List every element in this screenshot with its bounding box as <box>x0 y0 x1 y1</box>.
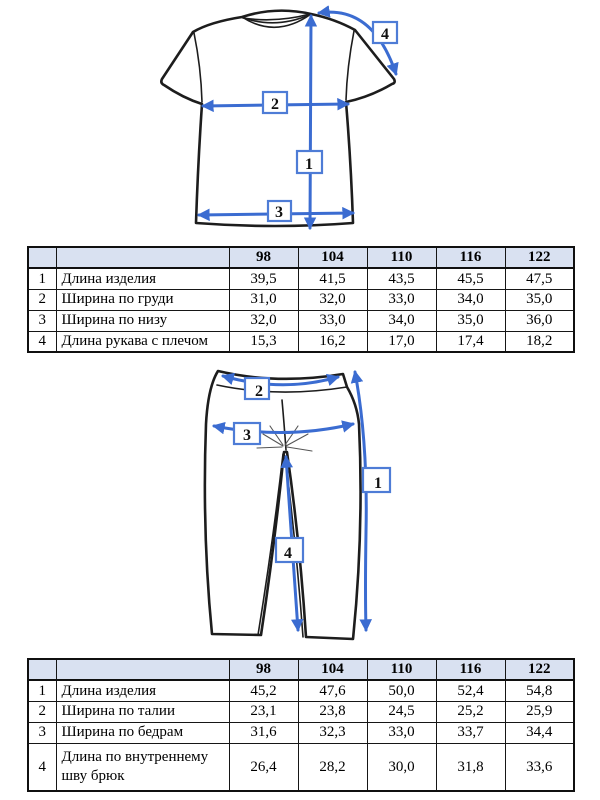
size-value: 17,0 <box>367 331 436 352</box>
table-row <box>28 722 574 743</box>
row-number: 4 <box>28 743 56 791</box>
size-value: 33,0 <box>298 310 367 331</box>
size-value: 43,5 <box>367 268 436 289</box>
measure-label: Длина изделия <box>56 268 229 289</box>
pants-marker-label-3: 3 <box>243 427 251 444</box>
size-value: 33,7 <box>436 722 505 743</box>
table-row <box>28 680 574 701</box>
size-value: 35,0 <box>505 289 574 310</box>
row-number: 3 <box>28 722 56 743</box>
size-value: 39,5 <box>229 268 298 289</box>
size-value: 31,0 <box>229 289 298 310</box>
size-value: 45,5 <box>436 268 505 289</box>
row-number: 4 <box>28 331 56 352</box>
size-column-header: 116 <box>436 659 505 680</box>
row-number: 3 <box>28 310 56 331</box>
row-number: 2 <box>28 289 56 310</box>
measure-label: Ширина по груди <box>56 289 229 310</box>
size-value: 30,0 <box>367 743 436 791</box>
size-value: 31,6 <box>229 722 298 743</box>
measure-label: Длина изделия <box>56 680 229 701</box>
pants-size-table <box>27 658 575 792</box>
size-value: 25,9 <box>505 701 574 722</box>
measure-label: Ширина по бедрам <box>56 722 229 743</box>
row-number: 1 <box>28 268 56 289</box>
size-value: 41,5 <box>298 268 367 289</box>
table-row <box>28 701 574 722</box>
tshirt-marker-label-1: 1 <box>305 156 313 173</box>
size-value: 36,0 <box>505 310 574 331</box>
size-value: 23,1 <box>229 701 298 722</box>
row-number: 2 <box>28 701 56 722</box>
size-value: 24,5 <box>367 701 436 722</box>
pants-diagram <box>160 362 440 654</box>
pants-marker-label-4: 4 <box>284 545 292 562</box>
size-value: 33,0 <box>367 722 436 743</box>
size-value: 50,0 <box>367 680 436 701</box>
tshirt-size-table <box>27 246 575 353</box>
tshirt-marker-label-3: 3 <box>275 204 283 221</box>
size-column-header: 98 <box>229 247 298 268</box>
size-value: 35,0 <box>436 310 505 331</box>
pants-marker-label-2: 2 <box>255 383 263 400</box>
size-value: 26,4 <box>229 743 298 791</box>
size-value: 34,0 <box>367 310 436 331</box>
tshirt-outline <box>161 11 394 226</box>
tshirt-marker-label-4: 4 <box>381 26 389 43</box>
size-value: 34,0 <box>436 289 505 310</box>
size-value: 17,4 <box>436 331 505 352</box>
size-column-header: 122 <box>505 659 574 680</box>
size-column-header: 116 <box>436 247 505 268</box>
size-column-header: 104 <box>298 247 367 268</box>
size-value: 45,2 <box>229 680 298 701</box>
size-value: 34,4 <box>505 722 574 743</box>
size-value: 33,0 <box>367 289 436 310</box>
size-value: 23,8 <box>298 701 367 722</box>
size-value: 32,0 <box>298 289 367 310</box>
size-column-header: 122 <box>505 247 574 268</box>
header-empty-cell <box>28 247 56 268</box>
size-value: 32,3 <box>298 722 367 743</box>
measure-label: Ширина по низу <box>56 310 229 331</box>
tshirt-diagram <box>130 2 470 242</box>
pants-outline <box>205 371 361 639</box>
size-value: 28,2 <box>298 743 367 791</box>
size-column-header: 98 <box>229 659 298 680</box>
size-value: 16,2 <box>298 331 367 352</box>
size-value: 52,4 <box>436 680 505 701</box>
size-column-header: 104 <box>298 659 367 680</box>
size-value: 18,2 <box>505 331 574 352</box>
tshirt-marker-label-2: 2 <box>271 96 279 113</box>
measure-label: Ширина по талии <box>56 701 229 722</box>
size-value: 33,6 <box>505 743 574 791</box>
tshirt-measure-arrow-1 <box>310 16 311 228</box>
size-value: 47,6 <box>298 680 367 701</box>
table-header-row <box>28 247 574 268</box>
size-value: 15,3 <box>229 331 298 352</box>
header-empty-cell <box>28 659 56 680</box>
table-row <box>28 289 574 310</box>
size-value: 54,8 <box>505 680 574 701</box>
size-value: 31,8 <box>436 743 505 791</box>
table-row <box>28 743 574 791</box>
pants-marker-label-1: 1 <box>374 475 382 492</box>
table-header-row <box>28 659 574 680</box>
row-number: 1 <box>28 680 56 701</box>
measure-label: Длина рукава с плечом <box>56 331 229 352</box>
size-column-header: 110 <box>367 659 436 680</box>
size-column-header: 110 <box>367 247 436 268</box>
header-empty-cell <box>56 247 229 268</box>
table-row <box>28 268 574 289</box>
size-value: 25,2 <box>436 701 505 722</box>
size-value: 47,5 <box>505 268 574 289</box>
table-row <box>28 331 574 352</box>
table-row <box>28 310 574 331</box>
measure-label: Длина по внутреннему шву брюк <box>56 743 229 791</box>
header-empty-cell <box>56 659 229 680</box>
size-value: 32,0 <box>229 310 298 331</box>
